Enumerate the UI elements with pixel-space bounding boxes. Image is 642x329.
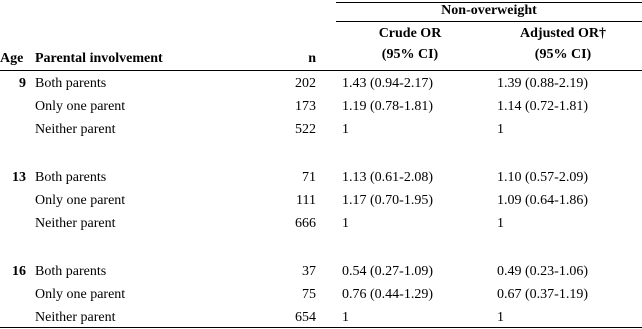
group-header-rule [336, 21, 642, 22]
n-cell: 173 [295, 99, 316, 114]
age-cell: 9 [19, 76, 26, 91]
age-cell: 16 [12, 264, 26, 279]
parental-involvement-cell: Both parents [35, 170, 107, 185]
header-adjusted-or: Adjusted OR† [520, 26, 606, 41]
header-bottom-rule [0, 70, 642, 71]
parental-involvement-cell: Only one parent [35, 193, 126, 208]
adjusted-or-cell: 0.49 (0.23-1.06) [497, 264, 588, 279]
adjusted-or-cell: 1 [497, 310, 504, 325]
n-cell: 71 [302, 170, 316, 185]
age-cell: 13 [12, 170, 26, 185]
parental-involvement-cell: Only one parent [35, 99, 126, 114]
table-bottom-rule [0, 327, 642, 328]
parental-involvement-cell: Neither parent [35, 216, 116, 231]
adjusted-or-cell: 1.39 (0.88-2.19) [497, 76, 588, 91]
crude-or-cell: 1.17 (0.70-1.95) [342, 193, 433, 208]
header-n: n [308, 51, 316, 66]
parental-involvement-cell: Both parents [35, 264, 107, 279]
parental-involvement-cell: Both parents [35, 76, 107, 91]
n-cell: 522 [295, 122, 316, 137]
header-adjusted-ci: (95% CI) [534, 47, 592, 62]
n-cell: 202 [295, 76, 316, 91]
adjusted-or-cell: 1.14 (0.72-1.81) [497, 99, 588, 114]
parental-involvement-cell: Neither parent [35, 122, 116, 137]
crude-or-cell: 1 [342, 122, 349, 137]
crude-or-cell: 1 [342, 310, 349, 325]
n-cell: 666 [295, 216, 316, 231]
crude-or-cell: 1.13 (0.61-2.08) [342, 170, 433, 185]
header-age: Age [0, 51, 24, 66]
crude-or-cell: 1 [342, 216, 349, 231]
header-crude-or: Crude OR [378, 26, 442, 41]
crude-or-cell: 1.19 (0.78-1.81) [342, 99, 433, 114]
crude-or-cell: 0.54 (0.27-1.09) [342, 264, 433, 279]
group-header-non-overweight: Non-overweight [441, 3, 537, 18]
n-cell: 37 [302, 264, 316, 279]
adjusted-or-cell: 1 [497, 122, 504, 137]
n-cell: 111 [296, 193, 316, 208]
parental-involvement-cell: Neither parent [35, 310, 116, 325]
adjusted-or-cell: 0.67 (0.37-1.19) [497, 287, 588, 302]
header-parental-involvement: Parental involvement [35, 51, 163, 66]
parental-involvement-cell: Only one parent [35, 287, 126, 302]
n-cell: 75 [302, 287, 316, 302]
n-cell: 654 [295, 310, 316, 325]
adjusted-or-cell: 1.10 (0.57-2.09) [497, 170, 588, 185]
crude-or-cell: 1.43 (0.94-2.17) [342, 76, 433, 91]
header-crude-ci: (95% CI) [381, 47, 439, 62]
crude-or-cell: 0.76 (0.44-1.29) [342, 287, 433, 302]
adjusted-or-cell: 1.09 (0.64-1.86) [497, 193, 588, 208]
adjusted-or-cell: 1 [497, 216, 504, 231]
